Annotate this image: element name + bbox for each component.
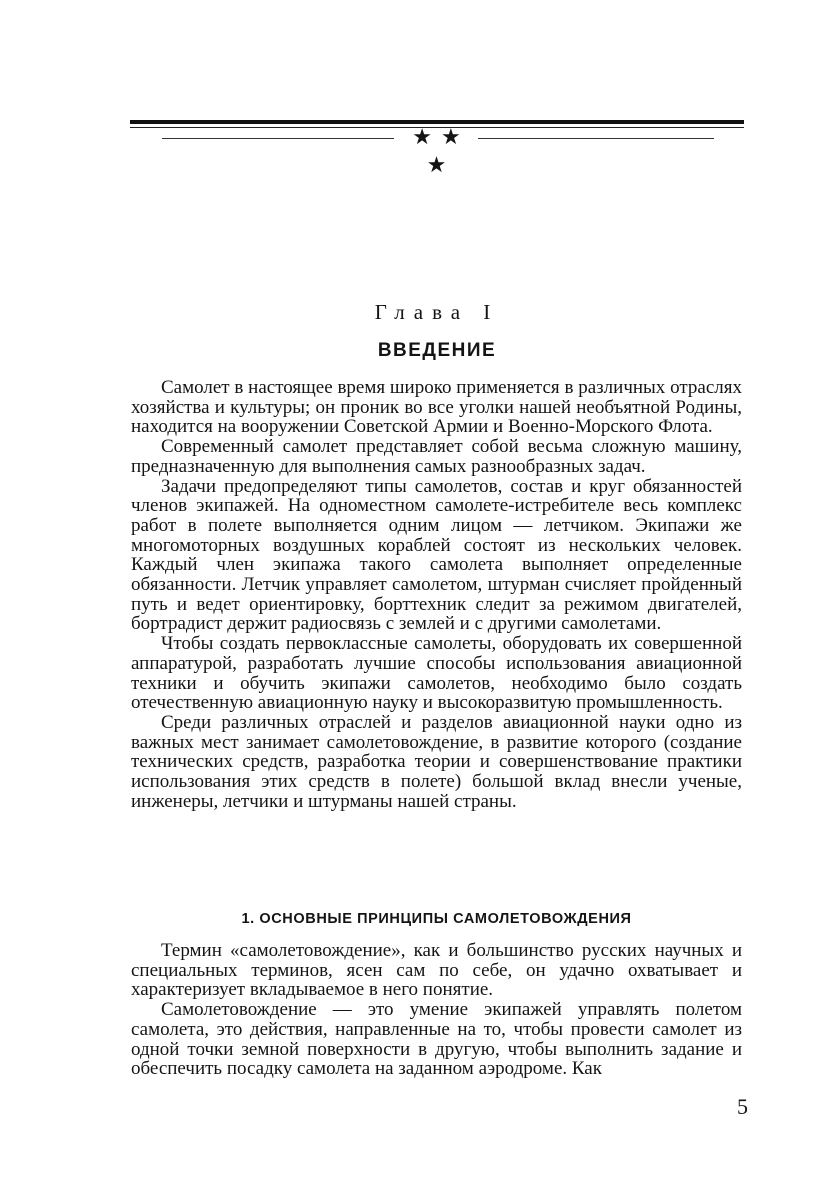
paragraph: Чтобы создать первоклассные самолеты, оборудовать их совершенной аппаратурой, разработать лучшие способы использования авиационной техники и обучить экипажи самолетов, необходимо было создать отечественную авиационную науку и высокоразвитую промышленность. xyxy=(131,633,742,714)
stars-ornament: ★ ★ ★ xyxy=(412,125,462,178)
paragraph: Самолет в настоящее время широко применяется в различных отраслях хозяйства и культуры; он проник во все уголки нашей необъятной Родины, находится на вооружении Советской Армии и Военно-Морского Флота. xyxy=(131,377,742,438)
paragraph: Задачи предопределяют типы самолетов, состав и круг обязанностей членов экипажей. На одноместном самолете-истребителе весь комплекс работ в полете выполняется одним лицом — летчиком. Экипажи же многомоторных воздушных кораблей состоят из нескольких человек. Каждый член экипажа такого самолета выполняет определенные обязанности. Летчик управляет самолетом, штурман счисляет пройденный путь и ведет ориентировку, борттехник следит за режимом двигателей, бортрадист держит радиосвязь с землей и с другими самолетами. xyxy=(131,475,742,635)
section-heading: 1. ОСНОВНЫЕ ПРИНЦИПЫ САМОЛЕТОВОЖДЕНИЯ xyxy=(241,911,632,927)
chapter-label: Глава I xyxy=(374,300,500,324)
paragraph: Самолетовождение — это умение экипажей управлять полетом самолета, это действия, направленные на то, чтобы провести самолет из одной точки земной поверхности в другую, чтобы выполнить задание и обеспечить посадку самолета на заданном аэродроме. Как xyxy=(131,999,742,1080)
chapter-title: ВВЕДЕНИЕ xyxy=(377,340,497,361)
intro-text xyxy=(131,378,742,811)
ornament-line-right xyxy=(478,138,714,139)
paragraph: Современный самолет представляет собой весьма сложную машину, предназначенную для выполнения самых разнообразных задач. xyxy=(131,436,742,477)
ornament-line-left xyxy=(162,138,394,139)
section-text xyxy=(131,941,742,1079)
paragraph: Термин «самолетовождение», как и большинство русских научных и специальных терминов, ясен сам по себе, он удачно охватывает и характеризует вкладываемое в него понятие. xyxy=(131,940,742,1001)
paragraph: Среди различных отраслей и разделов авиационной науки одно из важных мест занимает самолетовождение, в развитие которого (создание технических средств, разработка теории и совершенствование практики использования этих средств в полете) большой вклад внесли ученые, инженеры, летчики и штурманы нашей страны. xyxy=(131,711,742,812)
page-number: 5 xyxy=(737,1094,748,1119)
